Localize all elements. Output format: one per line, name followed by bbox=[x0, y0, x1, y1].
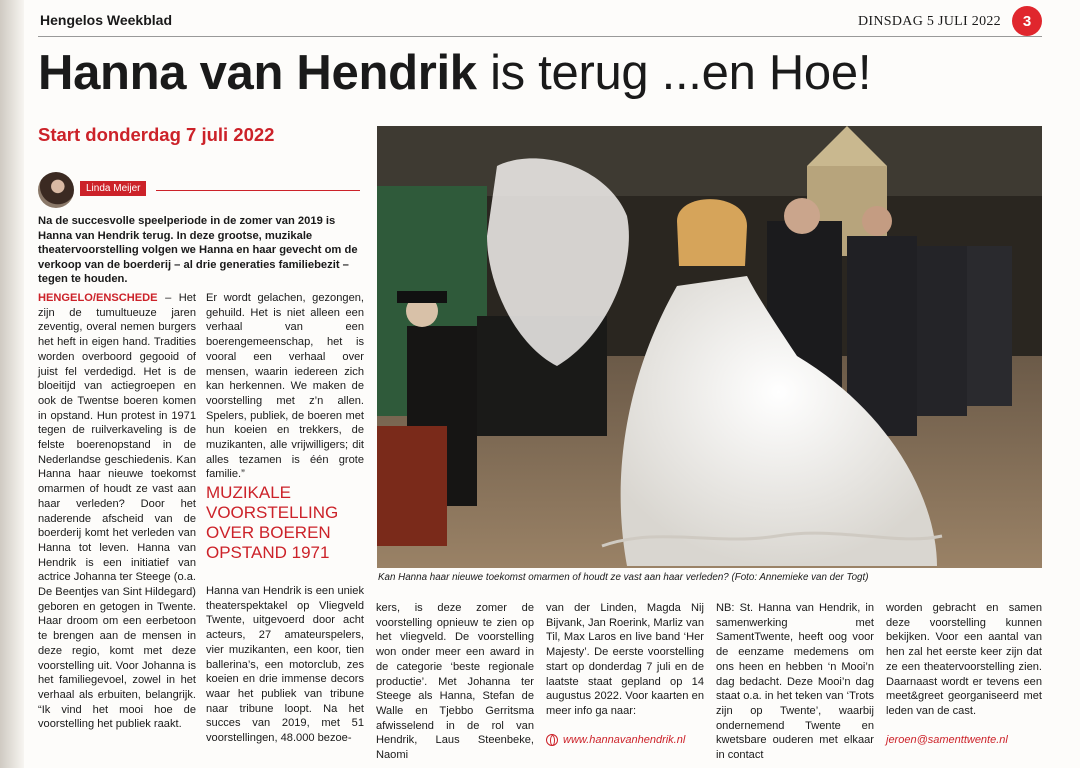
body-column-2-lower: Hanna van Hendrik is een uniek theaterspektakel op Vliegveld Twente, uitgevoerd door acht acteurs, 27 amateurspelers, vier muzikanten, een koor, tien ballerina’s, een motorclub, zes koeien en drie immense decors waar het publiek van tribune naar tribune loopt. Na het succes van 2019, met 51 voorstellingen, 48.000 bezoe- bbox=[206, 585, 364, 745]
issue-date: DINSDAG 5 JULI 2022 bbox=[858, 14, 1001, 29]
email-link[interactable]: jeroen@samenttwente.nl bbox=[886, 734, 1008, 746]
body-column-3: kers, is deze zomer de voorstelling opnieuw te zien op het vliegveld. De voorstelling won onder meer een award in de categorie ‘beste regionale productie’. Met Johanna ter Steege als Hanna, Stefan de Walle en Tjebbo Gerritsma afwisselend in de rol van Hendrik, Laus Steenbeke, Naomi bbox=[376, 602, 534, 762]
header-rule bbox=[38, 36, 1042, 37]
body-column-1-text: – Het zijn de tumultueuze jaren zeventig, overal nemen burgers het heft in eigen hand. Tradities worden overboord gegooid of juist fel verdedigd. Het is de bloeitijd van actiegroepen en ook de Twentse boeren komen in opstand. Hun protest in 1971 tegen de ruilverkaveling is de felste boerenopstand in de Nederlandse geschiedenis. Kan Hanna haar nieuwe toekomst omarmen of houdt ze vast aan haar verleden? Door het naderende afscheid van de boerderij komt het verleden van Hanna tot leven. Hanna van Hendrik is een initiatief van actrice Johanna ter Steege (o.a. De Beentjes van Sint Hildegard) geboren en getogen in Twente. Haar droom om een eerbetoon te brengen aan de mensen in deze regio, komt met deze voorstelling uit. Voor Johanna is het familiegevoel, zowel in het verhaal als erbuiten, belangrijk. “Ik vind het mooi hoe de voorstelling het publiek raakt. bbox=[38, 292, 196, 731]
dateline: HENGELO/ENSCHEDE bbox=[38, 292, 158, 304]
body-column-6: worden gebracht en samen deze voorstelling kunnen bekijken. Voor een aantal van hen zal het eerste keer zijn dat ze een theatervoorstelling zien. Daarnaast wordt er tevens een meet&greet georganiseerd met leden van de cast. bbox=[886, 602, 1042, 717]
website-link-row[interactable] bbox=[546, 734, 685, 746]
author-byline: Linda Meijer bbox=[80, 181, 146, 196]
globe-icon bbox=[546, 734, 558, 746]
byline-rule bbox=[156, 190, 360, 191]
body-column-5: NB: St. Hanna van Hendrik, in samenwerking met SamentTwente, heeft oog voor de eenzame medemens om ons heen en hebben ‘n Mooi’n dag bedacht. Deze Mooi’n dag staat o.a. in het teken van ‘Trots zijn op Twente’, waarbij ondernemend Twente en kwetsbare ouderen met elkaar in contact bbox=[716, 602, 874, 762]
pull-quote: MUZIKALE VOORSTELLING OVER BOEREN OPSTAND 1971 bbox=[206, 483, 339, 562]
website-link[interactable]: www.hannavanhendrik.nl bbox=[563, 734, 686, 746]
article-photo bbox=[377, 126, 1042, 568]
subheadline: Start donderdag 7 juli 2022 bbox=[38, 124, 275, 145]
body-column-1 bbox=[38, 291, 196, 732]
author-avatar bbox=[38, 172, 74, 208]
page-gutter-shadow bbox=[0, 0, 24, 768]
headline-bold: Hanna van Hendrik bbox=[38, 46, 477, 100]
photo-caption: Kan Hanna haar nieuwe toekomst omarmen of houdt ze vast aan haar verleden? (Foto: Annemieke van der Togt) bbox=[378, 572, 869, 583]
intro-paragraph: Na de succesvolle speelperiode in de zomer van 2019 is Hanna van Hendrik terug. In deze grootse, muzikale theatervoorstelling volgen we Hanna en haar gevecht om de verkoop van de boerderij – al drie generaties familiebezit – tegen te houden. bbox=[38, 215, 358, 286]
headline-light: is terug ...en Hoe! bbox=[490, 46, 872, 100]
headline bbox=[38, 44, 871, 102]
body-column-2: Er wordt gelachen, gezongen, gehuild. Het is niet alleen een verhaal van een boerengemeenschap, het is vooral een verhaal over mensen, waarin iedereen zich kan herkennen. We maken de voorstelling met z’n allen. Spelers, publiek, de boeren met hun koeien en trekkers, de muzikanten, alle vrijwilligers; dit alles tezamen is één grote familie.” bbox=[206, 292, 364, 481]
body-column-4: van der Linden, Magda Nij Bijvank, Jan Roerink, Marliz van Til, Max Laros en live band ‘Her Majesty’. De eerste voorstelling start op donderdag 7 juli en de laatste staat gepland op 14 augustus 2022. Voor kaarten en meer info ga naar: bbox=[546, 602, 704, 717]
page-number-badge: 3 bbox=[1012, 6, 1042, 36]
publication-name: Hengelos Weekblad bbox=[40, 12, 173, 28]
